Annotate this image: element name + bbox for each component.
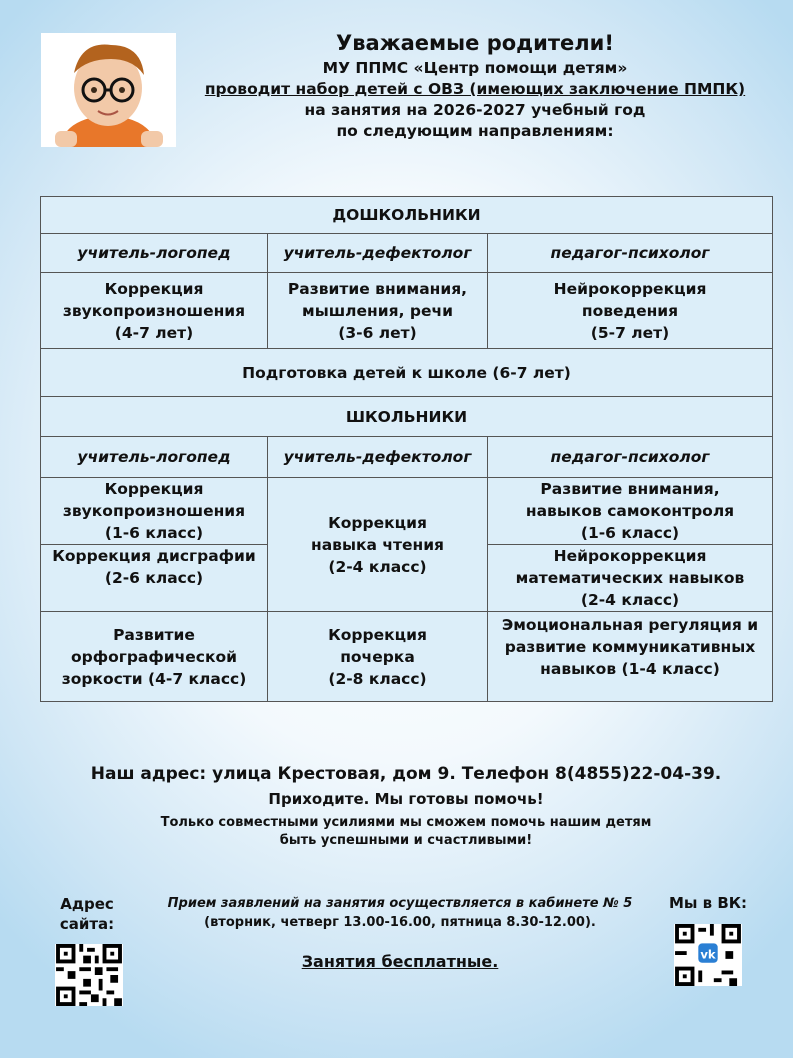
school-heading: ШКОЛЬНИКИ (41, 397, 773, 437)
org-name: МУ ППМС «Центр помощи детям» (322, 59, 628, 77)
program-cell: Нейрокоррекция поведения (5-7 лет) (488, 273, 773, 349)
welcome-line: Приходите. Мы готовы помочь! (268, 790, 544, 808)
vk-qr-code-icon[interactable] (674, 924, 742, 986)
program-cell: Развитие внимания, навыков самоконтроля (1-6 класс) (488, 478, 773, 545)
role-speech-therapist: учитель-логопед (41, 437, 268, 478)
site-label: Адрес сайта: (59, 895, 115, 933)
program-cell: Эмоциональная регуляция и развитие коммуникативных навыков (1-4 класс) (488, 612, 773, 702)
program-cell: Коррекция навыка чтения (2-4 класс) (268, 478, 488, 612)
header (180, 28, 770, 142)
school-prep-cell: Подготовка детей к школе (6-7 лет) (41, 349, 773, 397)
program-cell: Развитие орфографической зоркости (4-7 класс) (41, 612, 268, 702)
free-classes-note: Занятия бесплатные. (301, 952, 499, 971)
program-cell: Коррекция звукопроизношения (4-7 лет) (41, 273, 268, 349)
address-line: Наш адрес: улица Крестовая, дом 9. Телефон 8(4855)22-04-39. (90, 764, 722, 784)
programs-table (40, 196, 773, 702)
role-speech-therapist: учитель-логопед (41, 234, 268, 273)
svg-text:vk: vk (700, 947, 716, 962)
program-cell: Коррекция почерка (2-8 класс) (268, 612, 488, 702)
role-defectologist: учитель-дефектолог (268, 234, 488, 273)
role-psychologist: педагог-психолог (488, 437, 773, 478)
school-year-line: на занятия на 2026-2027 учебный год (304, 101, 646, 119)
together-text: Только совместными усилиями мы сможем помочь нашим детям быть успешными и счастливыми! (160, 815, 652, 848)
page-title: Уважаемые родители! (336, 31, 614, 55)
reception-info: Прием заявлений на занятия осуществляется в кабинете № 5 (вторник, четверг 13.00-16.00, пятница 8.30-12.00). (167, 896, 633, 930)
qr-code-icon[interactable] (55, 944, 123, 1006)
program-cell: Развитие внимания, мышления, речи (3-6 лет) (268, 273, 488, 349)
preschool-heading: ДОШКОЛЬНИКИ (41, 197, 773, 234)
program-cell: Коррекция дисграфии (2-6 класс) (41, 545, 268, 612)
vk-label: Мы в ВК: (668, 894, 748, 912)
program-cell: Нейрокоррекция математических навыков (2-4 класс) (488, 545, 773, 612)
program-cell: Коррекция звукопроизношения (1-6 класс) (41, 478, 268, 545)
role-defectologist: учитель-дефектолог (268, 437, 488, 478)
boy-with-glasses-photo (41, 33, 176, 147)
directions-line: по следующим направлениям: (336, 122, 614, 140)
enrollment-line: проводит набор детей с ОВЗ (имеющих заключение ПМПК) (204, 80, 746, 98)
role-psychologist: педагог-психолог (488, 234, 773, 273)
